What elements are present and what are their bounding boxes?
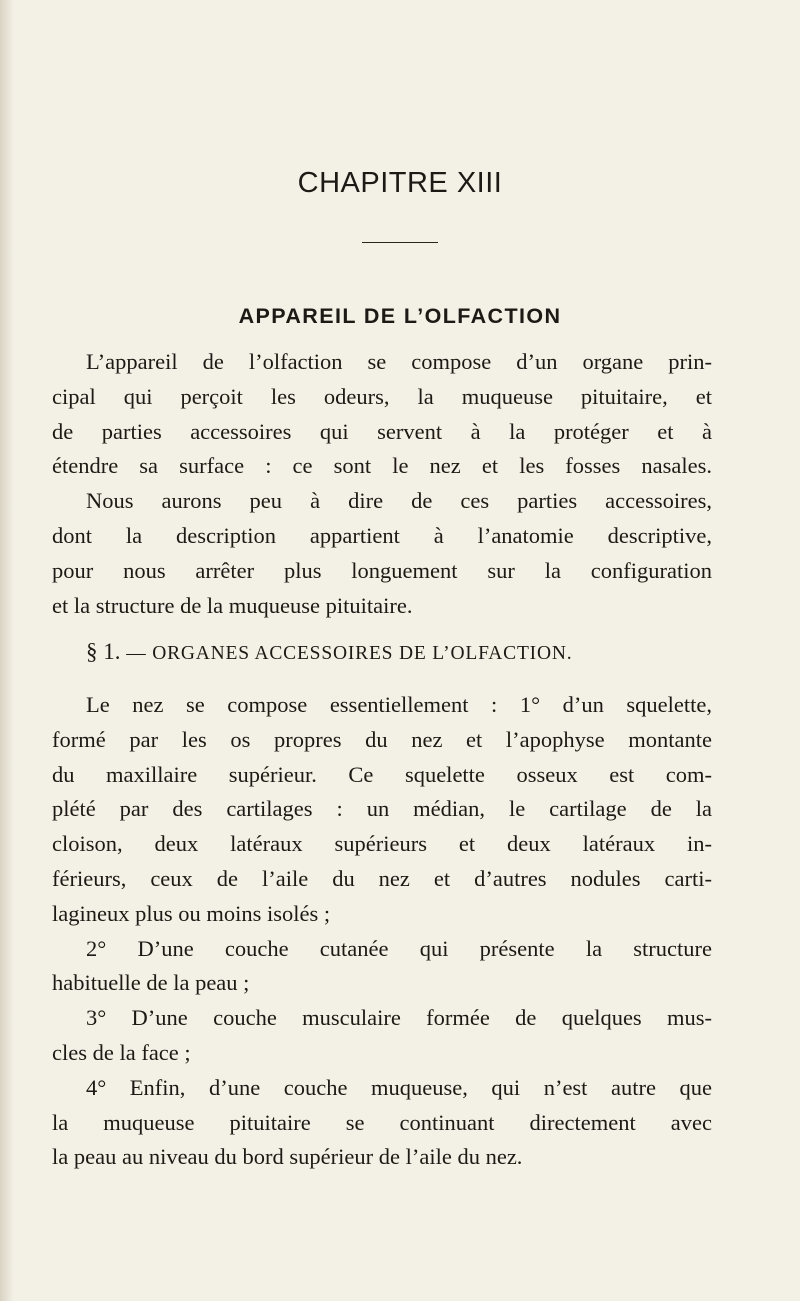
intro-line: L’appareil de l’olfaction se compose d’un organe prin-	[86, 349, 712, 374]
subsection-title: ORGANES ACCESSOIRES DE L’OLFACTION.	[152, 643, 573, 664]
body-line: 2° D’une couche cutanée qui présente la structure	[86, 935, 712, 961]
subsection-heading	[86, 638, 726, 668]
chapter-title: CHAPITRE XIII	[297, 167, 503, 199]
body-line: formé par les os propres du nez et l’apophyse montante	[52, 726, 712, 752]
section-heading: APPAREIL DE L’OLFACTION	[238, 304, 562, 328]
body-line: cloison, deux latéraux supérieurs et deux latéraux in-	[52, 831, 712, 857]
body-paragraph	[52, 688, 712, 1175]
intro-line: cipal qui perçoit les odeurs, la muqueuse pituitaire, et	[52, 383, 712, 409]
body-line: 3° D’une couche musculaire formée de quelques mus-	[86, 1005, 712, 1031]
body-line: la peau au niveau du bord supérieur de l’aile du nez.	[52, 1144, 523, 1170]
title-divider	[362, 242, 438, 243]
body-line: cles de la face ;	[52, 1039, 191, 1065]
body-line: férieurs, ceux de l’aile du nez et d’autres nodules carti-	[52, 865, 712, 891]
intro-line: pour nous arrêter plus longuement sur la configuration	[52, 557, 712, 583]
body-line: du maxillaire supérieur. Ce squelette osseux est com-	[52, 761, 712, 787]
intro-line: étendre sa surface : ce sont le nez et les fosses nasales.	[52, 453, 712, 479]
body-line: Le nez se compose essentiellement : 1° d’un squelette,	[86, 692, 712, 717]
intro-line: et la structure de la muqueuse pituitaire.	[52, 592, 413, 618]
heading-dash: —	[126, 643, 147, 664]
intro-line: de parties accessoires qui servent à la protéger et à	[52, 418, 712, 444]
body-line: lagineux plus ou moins isolés ;	[52, 900, 331, 926]
body-line: habituelle de la peau ;	[52, 970, 250, 996]
body-line: plété par des cartilages : un médian, le cartilage de la	[52, 796, 712, 822]
intro-line: dont la description appartient à l’anatomie descriptive,	[52, 522, 712, 548]
body-line: la muqueuse pituitaire se continuant directement avec	[52, 1109, 712, 1135]
intro-paragraph	[52, 345, 712, 623]
intro-line: Nous aurons peu à dire de ces parties accessoires,	[86, 488, 712, 514]
section-number: § 1.	[86, 639, 121, 664]
body-line: 4° Enfin, d’une couche muqueuse, qui n’est autre que	[86, 1074, 712, 1100]
